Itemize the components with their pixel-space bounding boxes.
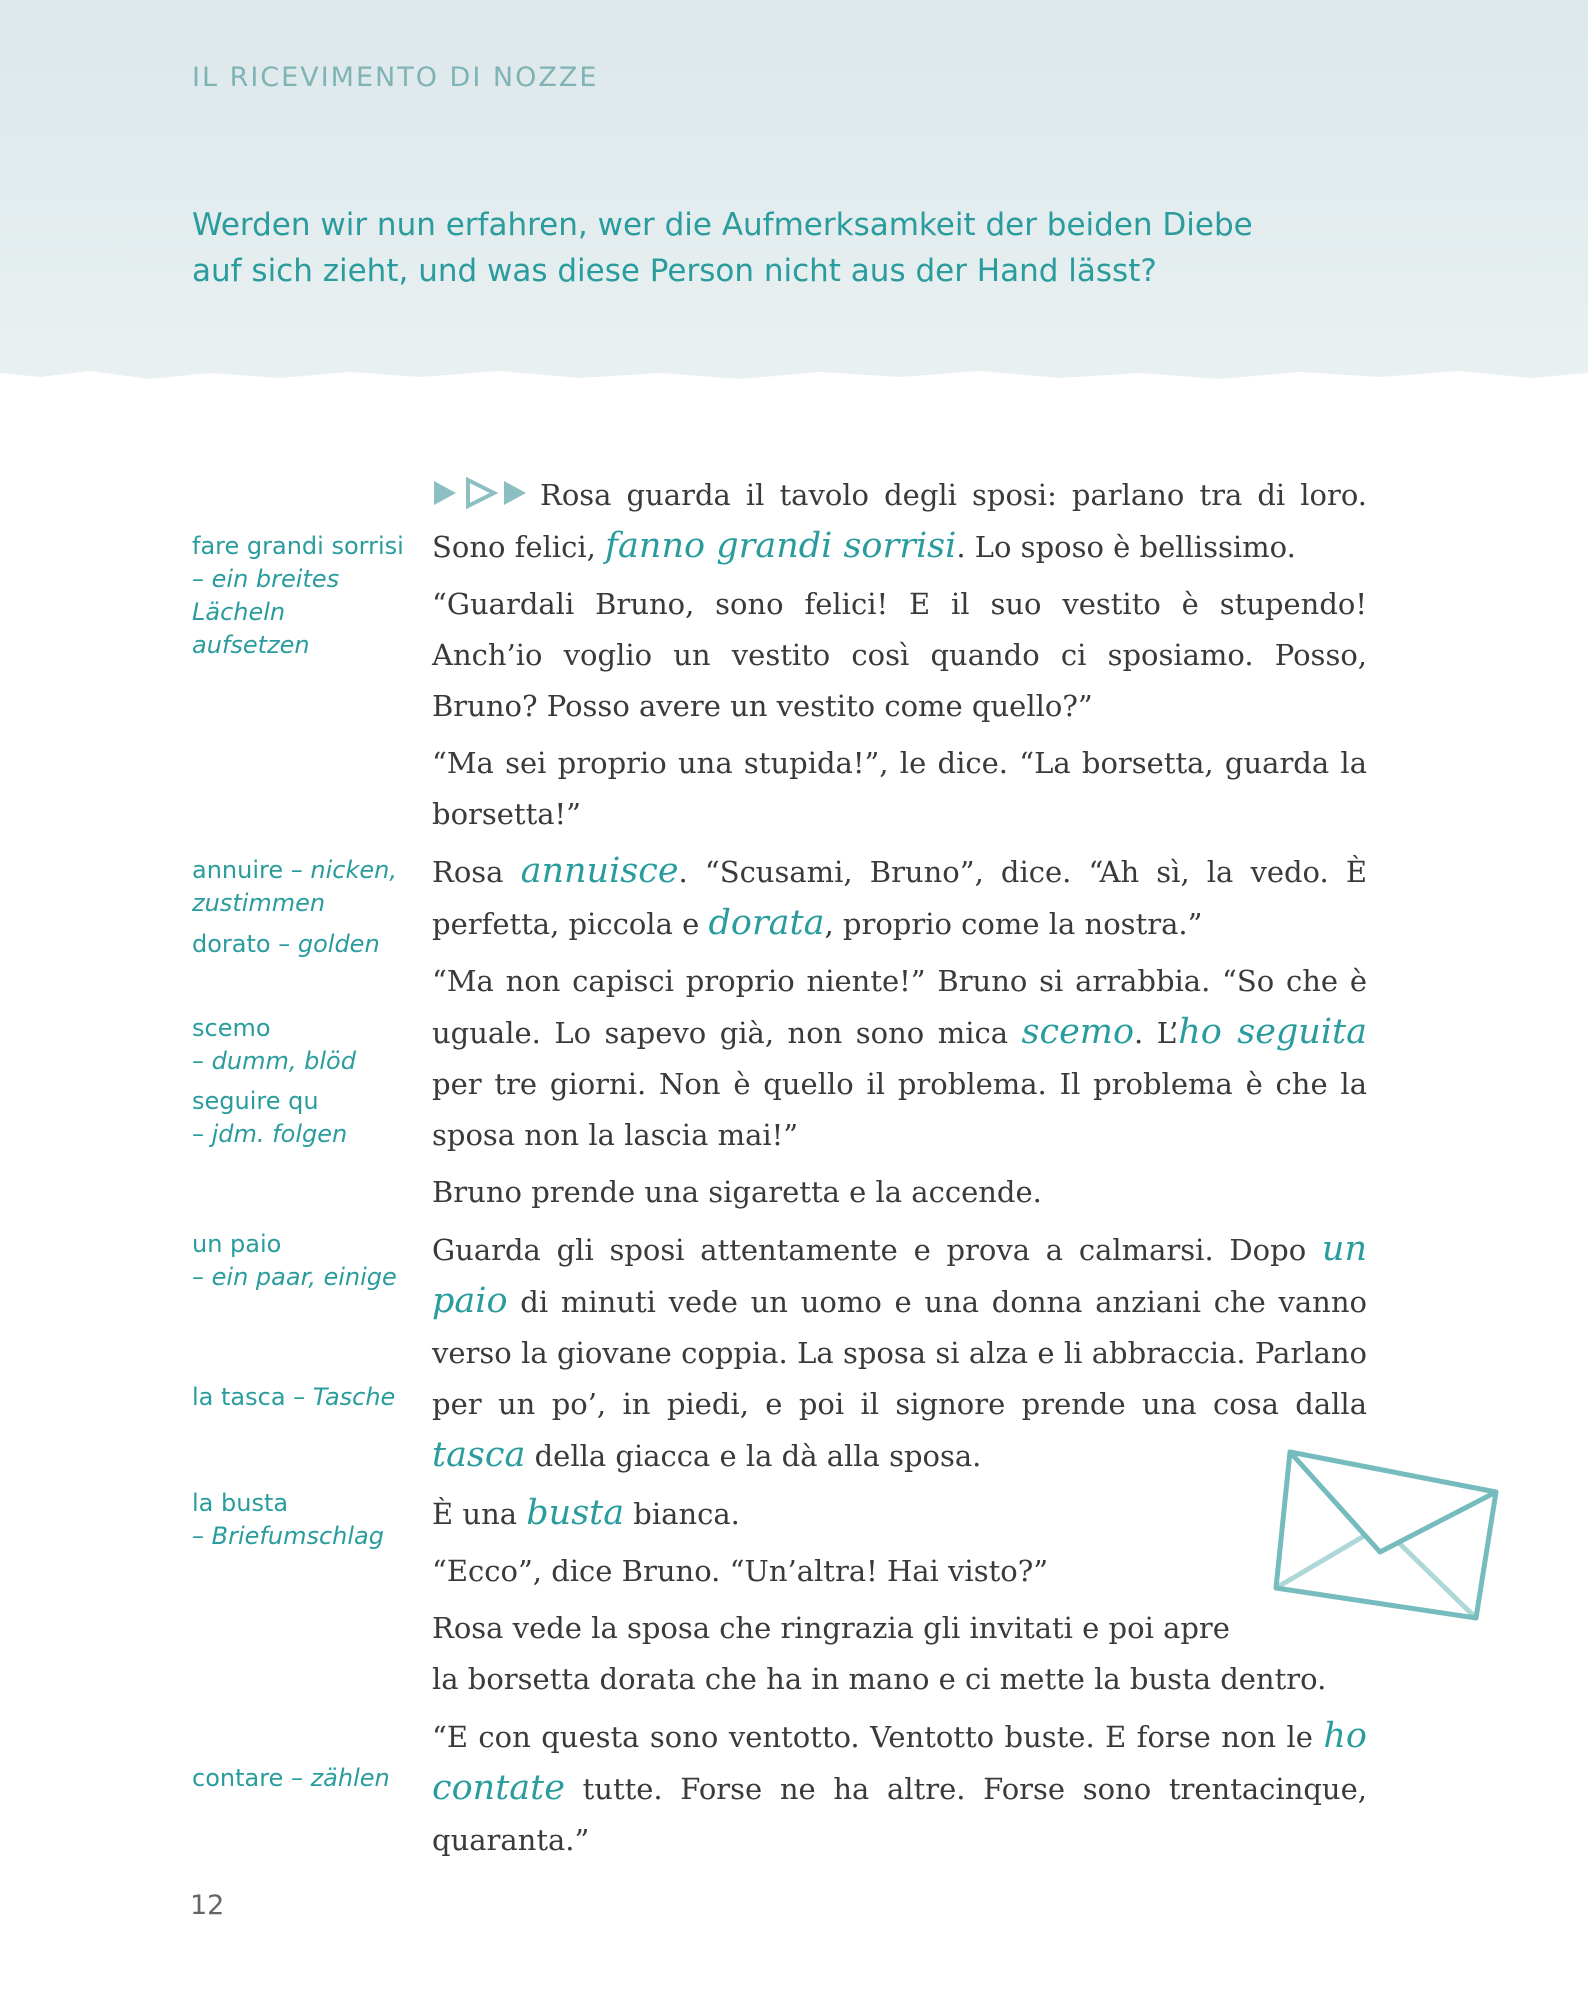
glossary-item: la tasca – Tasche bbox=[192, 1383, 396, 1411]
glossary-term: la busta bbox=[192, 1489, 289, 1517]
keyword: fanno grandi sorrisi bbox=[605, 526, 957, 566]
paragraph: “Ma sei proprio una stupida!”, le dice. “La borsetta, guarda la borsetta!” bbox=[432, 746, 1367, 831]
glossary-translation: Briefumschlag bbox=[211, 1522, 384, 1550]
paragraph: Guarda gli sposi attentamente e prova a calmarsi. Dopo un paio di minuti vede un uomo e una donna anziani che vanno verso la giovane coppia. La sposa si alza e li abbraccia. Parlano per un po’, in piedi, e poi il signore prende una cosa dalla tasca della giacca e la dà alla sposa. bbox=[432, 1229, 1367, 1475]
page-number: 12 bbox=[190, 1890, 225, 1921]
keyword: scemo bbox=[1021, 1012, 1135, 1052]
glossary-translation: ein paar, einige bbox=[211, 1263, 397, 1291]
glossary-term: contare bbox=[192, 1764, 284, 1792]
glossary-item: contare – zählen bbox=[192, 1764, 390, 1792]
paragraph: Bruno prende una sigaretta e la accende. bbox=[432, 1175, 1042, 1209]
glossary-item: fare grandi sorrisi – ein breites Lächeln aufsetzen bbox=[192, 530, 407, 662]
glossary-translation: zählen bbox=[310, 1764, 390, 1792]
glossary-term: dorato bbox=[192, 930, 271, 958]
intro-line: auf sich zieht, und was diese Person nicht aus der Hand lässt? bbox=[192, 253, 1157, 289]
glossary-term: la tasca bbox=[192, 1383, 286, 1411]
glossary-term: annuire bbox=[192, 856, 284, 884]
header-banner bbox=[0, 0, 1588, 385]
glossary-term: scemo bbox=[192, 1014, 271, 1042]
paragraph: “Guardali Bruno, sono felici! E il suo vestito è stupendo! Anch’io voglio un vestito così quando ci sposiamo. Posso, Bruno? Posso avere un vestito come quello?” bbox=[432, 587, 1367, 723]
play-arrows-icon bbox=[432, 477, 530, 509]
glossary-item: dorato – golden bbox=[192, 930, 380, 958]
keyword: tasca bbox=[432, 1435, 526, 1475]
paragraph: Rosa vede la sposa che ringrazia gli invitati e poi apre la borsetta dorata che ha in mano e ci mette la busta dentro. bbox=[432, 1611, 1327, 1696]
glossary-item: scemo – dumm, blöd bbox=[192, 1012, 407, 1078]
glossary-translation: dumm, blöd bbox=[211, 1047, 356, 1075]
intro-question bbox=[192, 202, 1342, 294]
glossary-translation: Tasche bbox=[312, 1383, 396, 1411]
glossary-item: annuire – nicken, zustimmen bbox=[192, 856, 397, 917]
glossary-item: un paio – ein paar, einige bbox=[192, 1228, 407, 1294]
chapter-title: IL RICEVIMENTO DI NOZZE bbox=[192, 62, 599, 93]
keyword: ho seguita bbox=[1178, 1012, 1367, 1052]
paragraph: “E con questa sono ventotto. Ventotto buste. E forse non le ho contate tutte. Forse ne ha altre. Forse sono trentacinque, quaranta.” bbox=[432, 1716, 1367, 1857]
glossary-term: seguire qu bbox=[192, 1087, 319, 1115]
intro-line: Werden wir nun erfahren, wer die Aufmerksamkeit der beiden Diebe bbox=[192, 207, 1253, 243]
glossary-translation: golden bbox=[297, 930, 380, 958]
paragraph: Rosa annuisce. “Scusami, Bruno”, dice. “Ah sì, la vedo. È perfetta, piccola e dorata, proprio come la nostra.” bbox=[432, 851, 1367, 943]
paragraph: Rosa guarda il tavolo degli sposi: parlano tra di loro. Sono felici, fanno grandi sorrisi. Lo sposo è bellissimo. bbox=[432, 478, 1367, 566]
keyword: annuisce bbox=[520, 851, 679, 891]
keyword: busta bbox=[526, 1493, 625, 1533]
paragraph: È una busta bianca. bbox=[432, 1493, 740, 1533]
keyword: dorata bbox=[708, 903, 825, 943]
glossary-translation: jdm. folgen bbox=[211, 1120, 348, 1148]
glossary-item: seguire qu – jdm. folgen bbox=[192, 1085, 407, 1151]
glossary-term: un paio bbox=[192, 1230, 282, 1258]
paragraph: “Ecco”, dice Bruno. “Un’altra! Hai visto?” bbox=[432, 1554, 1049, 1588]
glossary-translation: nicken, zustimmen bbox=[192, 856, 397, 917]
torn-paper-edge bbox=[0, 355, 1588, 400]
keyword: ho contate bbox=[432, 1716, 1367, 1808]
story-text bbox=[432, 470, 1367, 1872]
paragraph: “Ma non capisci proprio niente!” Bruno si arrabbia. “So che è uguale. Lo sapevo già, non sono mica scemo. L’ho seguita per tre giorni. Non è quello il problema. Il problema è che la sposa non la lascia mai!” bbox=[432, 964, 1367, 1152]
glossary-item: la busta – Briefumschlag bbox=[192, 1487, 407, 1553]
envelope-icon bbox=[1268, 1440, 1508, 1630]
glossary-term: fare grandi sorrisi bbox=[192, 532, 404, 560]
glossary-translation: ein breites Lächeln aufsetzen bbox=[192, 565, 340, 659]
keyword: un paio bbox=[432, 1229, 1367, 1321]
